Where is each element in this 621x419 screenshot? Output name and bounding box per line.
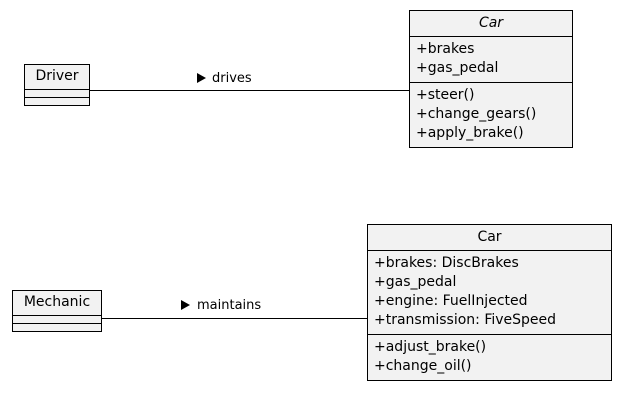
association-arrow-drives-icon (197, 73, 206, 83)
class-operations-compartment-car-abstract (410, 82, 572, 147)
association-label-drives: drives (212, 71, 252, 86)
class-operation: +adjust_brake() (374, 339, 487, 355)
class-attribute: +engine: FuelInjected (374, 293, 528, 309)
class-box-car-abstract[interactable] (409, 10, 573, 148)
association-arrow-maintains-icon (181, 300, 190, 310)
class-attributes-compartment-mechanic (13, 315, 101, 323)
class-operations-compartment-mechanic (13, 323, 101, 331)
association-label-maintains: maintains (197, 298, 262, 313)
class-operations-compartment-car-detailed (368, 334, 611, 380)
class-name-car-abstract: Car (478, 15, 504, 31)
class-box-mechanic[interactable] (12, 290, 102, 332)
class-attribute: +gas_pedal (416, 60, 499, 76)
class-attribute: +brakes: DiscBrakes (374, 255, 519, 271)
class-attributes-compartment-car-detailed (368, 250, 611, 334)
class-name-car-detailed: Car (477, 229, 502, 245)
class-name-driver: Driver (35, 68, 79, 84)
class-name-compartment-car-detailed (368, 225, 611, 250)
class-name-compartment-car-abstract (410, 11, 572, 36)
class-attributes-compartment-car-abstract (410, 36, 572, 82)
class-box-car-detailed[interactable] (367, 224, 612, 381)
class-attribute: +brakes (416, 41, 475, 57)
class-box-driver[interactable] (24, 64, 90, 106)
class-attribute: +transmission: FiveSpeed (374, 312, 557, 328)
class-operations-compartment-driver (25, 97, 89, 105)
class-attributes-compartment-driver (25, 89, 89, 97)
class-attribute: +gas_pedal (374, 274, 457, 290)
class-operation: +steer() (416, 87, 475, 103)
association-line-drives (90, 90, 409, 91)
class-operation: +change_oil() (374, 358, 472, 374)
class-operation: +apply_brake() (416, 125, 524, 141)
class-operation: +change_gears() (416, 106, 537, 122)
class-name-mechanic: Mechanic (23, 294, 91, 310)
association-line-maintains (102, 318, 367, 319)
